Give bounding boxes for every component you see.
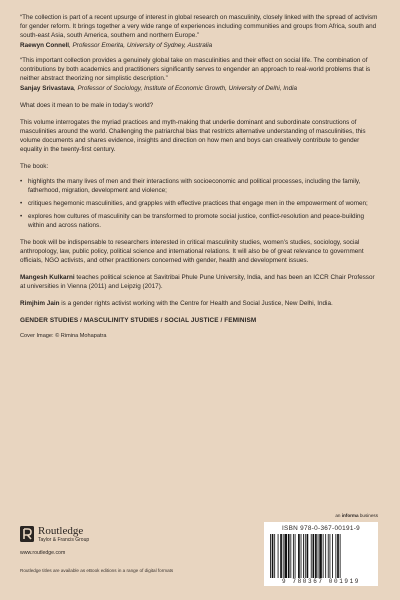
endorser-name: Sanjay Srivastava bbox=[20, 85, 74, 92]
barcode-panel bbox=[264, 522, 378, 586]
isbn-number: ISBN 978-0-367-00191-9 bbox=[281, 525, 360, 532]
publisher-website[interactable]: www.routledge.com bbox=[20, 550, 66, 556]
barcode-icon bbox=[268, 534, 372, 578]
publisher-group: Taylor & Francis Group bbox=[38, 537, 90, 543]
cover-image-credit: Cover Image: © Rimina Mohapatra bbox=[20, 333, 107, 340]
feature-item: • explores how cultures of masculinity can be transformed to promote social justice, conflict-resolution and peace-building within and across nations. bbox=[20, 212, 380, 230]
feature-item: • critiques hegemonic masculinities, and grapples with effective practices that engage men in the empowerment of women; bbox=[20, 199, 380, 208]
feature-list bbox=[20, 177, 380, 230]
author-name: Mangesh Kulkarni bbox=[20, 274, 75, 281]
subject-categories: GENDER STUDIES / MASCULINITY STUDIES / SOCIAL JUSTICE / FEMINISM bbox=[20, 317, 257, 324]
routledge-logo-icon bbox=[20, 526, 34, 542]
book-description: This volume interrogates the myriad practices and myth-making that underlie dominant and subordinate constructions of masculinities around the world. Challenging the patriarchal bias that restricts alternative understanding of masculinities, this volume documents and shares evidence, insights and direction on how men and boys can creatively contribute to gender equality in the twenty-first century. bbox=[20, 119, 366, 153]
endorser-name: Raewyn Connell bbox=[20, 42, 69, 49]
informa-business-label: an informa business bbox=[335, 513, 378, 518]
ebook-note: Routledge titles are available as eBook editions in a range of digital formats bbox=[20, 568, 174, 573]
author-bio-text: teaches political science at Savitribai Phule Pune University, India, and has been an ICCR Chair Professor at universities in Vienna (2011) and Leipzig (2017). bbox=[20, 274, 375, 290]
publisher-logo bbox=[20, 526, 89, 543]
audience-statement: The book will be indispensable to researchers interested in critical masculinity studies, women’s studies, sociology, social anthropology, law, public policy, political science and international relations. It will also be of great relevance to government officials, NGO activists, and other practitioners concerned with gender, health and development issues. bbox=[20, 239, 364, 264]
endorsement-attribution bbox=[20, 84, 380, 93]
endorser-role: , Professor Emerita, University of Sydney, Australia bbox=[69, 42, 213, 49]
publisher-name: Routledge bbox=[38, 525, 84, 537]
author-bio bbox=[20, 299, 380, 308]
author-bio bbox=[20, 273, 380, 291]
endorser-role: , Professor of Sociology, Institute of Economic Growth, University of Delhi, India bbox=[73, 85, 298, 92]
endorsement-attribution bbox=[20, 41, 380, 50]
feature-item: • highlights the many lives of men and their interactions with socioeconomic and political processes, including the family, fatherhood, migration, development and violence; bbox=[20, 177, 380, 195]
informa-brand: informa bbox=[341, 513, 359, 518]
endorsement-quote: “The collection is part of a recent upsurge of interest in global research on masculinity, closely linked with the spread of activism for gender reform. It brings together a very wide range of experiences including communities and groups from Africa, south and south-east Asia, south America, southern and northern Europe.” bbox=[20, 14, 378, 39]
author-name: Rimjhim Jain bbox=[20, 300, 60, 307]
author-bio-text: is a gender rights activist working with the Centre for Health and Social Justice, New Delhi, India. bbox=[59, 300, 333, 307]
lead-question: What does it mean to be male in today’s world? bbox=[20, 102, 154, 109]
book-features-label: The book: bbox=[20, 163, 49, 170]
barcode-digits: 9 780367 001919 bbox=[281, 578, 360, 585]
publisher-footer bbox=[20, 513, 380, 594]
endorsement-quote: “This important collection provides a genuinely global take on masculinities and their effect on social life. The combination of contributions by both academics and practitioners significantly serves to engender an approach to real-world problems that is neither abstract theorizing nor simplistic description.” bbox=[20, 57, 371, 82]
